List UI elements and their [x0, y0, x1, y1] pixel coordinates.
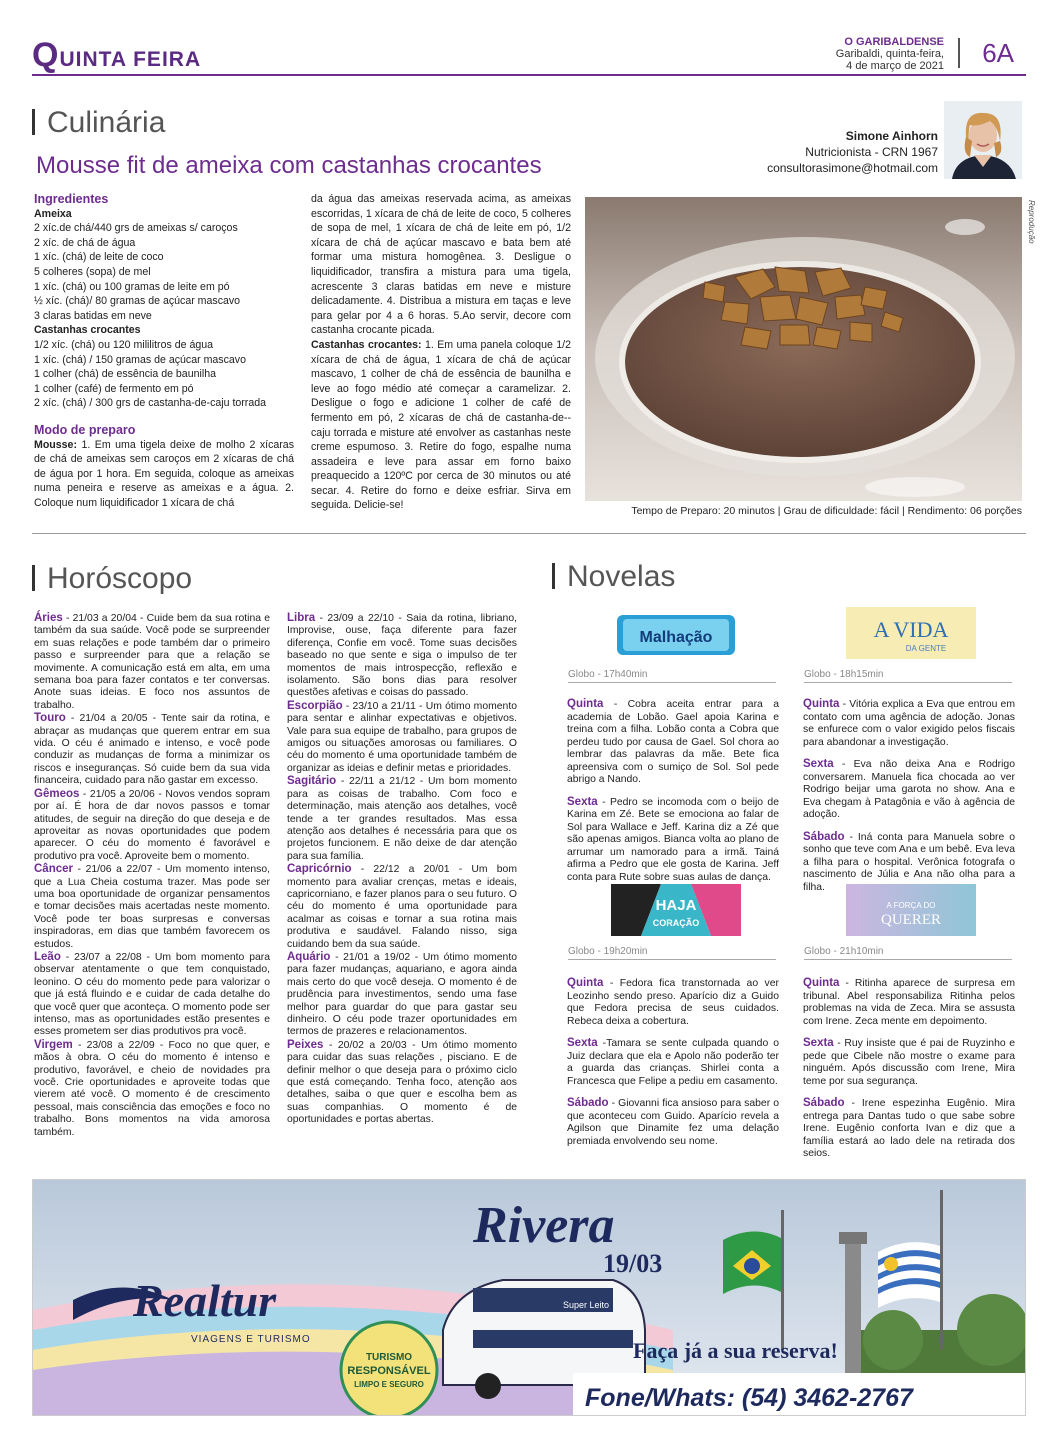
sign-name: Áries — [34, 612, 63, 624]
page-number-divider — [958, 38, 960, 68]
synopsis-entry — [803, 758, 1015, 822]
a-vida-da-gente-logo — [846, 607, 976, 659]
sign-escorpiao — [287, 700, 517, 775]
sign-name: Touro — [34, 712, 66, 725]
sign-gemeos — [34, 788, 270, 863]
novelas-heading-text: Novelas — [567, 560, 676, 593]
synopsis-day: Sexta — [567, 795, 598, 808]
synopsis-text: - Iná conta para Manuela sobre o sonho que teve com Ana e um bebê. Eva leva a filha para o hospital. Verônica fotografa o nascimento de Júlia e Ana não olha para a filha. — [803, 831, 1015, 893]
paper-info — [836, 36, 944, 72]
show-synopsis — [567, 977, 779, 1157]
synopsis-day: Sexta — [803, 1037, 834, 1049]
ingredient-item: 5 colheres (sopa) de mel — [34, 265, 151, 278]
forca-logo-text: A FORÇA DO — [886, 901, 936, 910]
ingredient-item: 3 claras batidas em neve — [34, 309, 152, 322]
sign-sagitario — [287, 775, 517, 863]
section-title — [32, 36, 201, 75]
ad-brand-sub: VIAGENS E TURISMO — [191, 1334, 311, 1345]
sign-text: - 23/09 a 22/10 - Saia da rotina, libriano, Improvise, ouse, faça diferente para fazer diferença, Confie em você. Tome suas decisões baseado no que sente e siga o impulso de ter momentos de mais introspecção, reflexão e isolamento. São bons dias para resolver questões afetivas e coisas do passado. — [287, 613, 517, 699]
sign-name: Virgem — [34, 1038, 73, 1051]
place-date-line1: Garibaldi, quinta-feira, — [835, 48, 944, 60]
synopsis-text: -Tamara se sente culpada quando o Juiz declara que ela e Apolo não poderão ter a guarda das crianças. Shirlei conta a Francesca que Felipe a pediu em casamento. — [567, 1038, 779, 1087]
page-number: 6A — [982, 38, 1014, 68]
author-name: Simone Ainhorn — [845, 129, 938, 143]
ingredient-item: 1 xíc. (chá) de leite de coco — [34, 251, 164, 264]
synopsis-text: - Eva não deixa Ana e Rodrigo conversarem. Manuela fica chocada ao ver Rodrigo beijar uma garota no show. Ana e Eva chegam à Patagônia e vão à agência de adoção. — [803, 759, 1015, 820]
ad-badge-l1: TURISMO — [365, 1352, 413, 1363]
synopsis-entry — [567, 977, 779, 1028]
prep-info: Tempo de Preparo: 20 minutos | Grau de dificuldade: fácil | Rendimento: 06 porções — [631, 505, 1022, 517]
show-meta: Globo - 17h40min — [568, 669, 776, 683]
show-meta: Globo - 19h20min — [568, 946, 776, 960]
malhacao-logo-text: Malhação — [639, 629, 713, 646]
ad-brand: Realtur — [133, 1275, 277, 1326]
culinaria-heading-text: Culinária — [47, 106, 166, 139]
ingredient-item: 2 xíc. de chá de água — [34, 236, 136, 249]
haja-logo-text: HAJA — [655, 897, 697, 914]
ad-bus-label: Super Leito — [563, 1300, 610, 1310]
sign-name: Leão — [34, 950, 61, 963]
synopsis-text: - Fedora fica transtornada ao ver Leozinho sendo preso. Aparício diz a Guido que Fedora precisa de seus cuidados. Rebeca deixa a cobertura. — [567, 978, 779, 1027]
modo-label: Mousse: — [34, 438, 77, 451]
ad-badge-l2: RESPONSÁVEL — [347, 1365, 431, 1377]
novelas-heading — [552, 560, 675, 594]
sign-name: Gêmeos — [34, 787, 80, 800]
synopsis-day: Quinta — [803, 977, 840, 989]
modo-heading: Modo de preparo — [34, 422, 136, 437]
sign-name: Capricórnio — [287, 863, 352, 876]
a-vida-logo-sub: DA GENTE — [905, 644, 947, 653]
culinaria-heading — [32, 106, 165, 140]
castanhas-heading: Castanhas crocantes — [34, 324, 141, 337]
realtur-advertisement[interactable] — [32, 1179, 1026, 1416]
ameixa-heading: Ameixa — [34, 207, 72, 220]
sign-text: - 21/03 a 20/04 - Cuide bem da sua rotina e também da sua saúde. Você pode se surpreender em suas relações e pode também dar o primeiro passo e surpreender para que a relação se movimente. A comunicação está em alta, em uma semana boa para fazer contatos e ter conversas. Anote suas ideias. E foco nos assuntos de trabalho. — [34, 613, 270, 711]
malhacao-logo — [611, 609, 741, 661]
masthead — [32, 36, 1026, 76]
sign-text: - 21/04 a 20/05 - Tente sair da rotina, e abraçar as mudanças que querem entrar em sua vida. O céu é animado e intenso, e você pode conduzir as mudanças de forma a minimizar os riscos e inseguranças. Só cuide bem da sua vida financeira, cuidado para não gastar em excesso. — [34, 713, 270, 787]
sign-text: - 21/06 a 22/07 - Um momento intenso, que a Lua Cheia costuma trazer. Mas pode ser uma boa oportunidade de organizar pensamentos e tomar decisões mais acertadas neste momento. Você pode ter boas surpresas e conversas inspiradoras, em dias que também favorecem os estudos. — [34, 864, 270, 950]
synopsis-day: Sábado — [803, 830, 845, 843]
heading-bar — [552, 563, 555, 589]
sign-name: Escorpião — [287, 699, 343, 712]
sign-text: - 21/05 a 20/06 - Novos vendos sopram por aí. É hora de dar novos passos e tomar atitudes, de seguir na direção do que deseja e de aproveitar as novas oportunidades que podem aparecer. O céu do momento é favorável e produtivo pra você. Aproveite bem o momento. — [34, 788, 270, 862]
sign-leao — [34, 951, 270, 1039]
synopsis-entry — [567, 698, 779, 787]
section-divider — [32, 533, 1026, 534]
ingredient-item: 2 xíc.de chá/440 grs de ameixas s/ caroços — [34, 222, 238, 235]
synopsis-text: - Ritinha aparece de surpresa em tribunal. Abel responsabiliza Ritinha pelos problemas na vida de Zeca. Mira se assusta com Irene. Zeca mente em depoimento. — [803, 978, 1015, 1027]
synopsis-day: Quinta — [803, 698, 840, 710]
horoscope-column-2 — [287, 612, 517, 1127]
sign-text: - 20/02 a 20/03 - Um ótimo momento para cuidar das suas relações , pisciano. E de definir melhor o que deseja para o próximo ciclo que está começando. Tenha foco, atenção aos detalhes, saiba o que quer e escolha bem as suas companhias. O momento é de oportunidades e portas abertas. — [287, 1039, 517, 1126]
ingredient-item: ½ xíc. (chá)/ 80 gramas de açúcar mascavo — [34, 295, 241, 308]
ingredient-item: 1 colher (café) de fermento em pó — [34, 382, 194, 395]
synopsis-entry — [803, 1037, 1015, 1088]
forca-logo-sub: QUERER — [881, 912, 941, 928]
sign-text: - 23/07 a 22/08 - Um bom momento para observar atentamente o que tem conquistado, leonino. O céu do momento pede para valorizar o que já está fluindo e e cuidar de cada detalhe do que você quer que aconteça. O momento pode ser intenso, mas as oportunidades estão presentes e esses prometem ser dias produtivos pra você. — [34, 951, 270, 1038]
author-box — [767, 128, 938, 176]
synopsis-day: Quinta — [567, 698, 604, 710]
synopsis-entry — [567, 796, 779, 885]
synopsis-day: Sábado — [803, 1097, 845, 1109]
ad-phone: Fone/Whats: (54) 3462-2767 — [585, 1384, 913, 1412]
sign-aries — [34, 612, 270, 712]
synopsis-day: Sexta — [567, 1037, 598, 1049]
synopsis-entry — [803, 977, 1015, 1028]
paper-name: O GARIBALDENSE — [844, 36, 944, 48]
heading-bar — [32, 109, 35, 135]
sign-peixes — [287, 1039, 517, 1127]
ingredient-item: 2 xíc. (chá) / 300 grs de castanha-de-caju torrada — [34, 397, 267, 410]
synopsis-text: - Pedro se incomoda com o beijo de Karina em Zé. Bete se emociona ao falar de Sol para Wallace e Jeff. Karina diz a Zé que são apenas amigos. Bianca volta ao plano de arrumar um namorado para a irmã. Tainá afirma a Pedro que ele gosta de Karina. Jeff conta para Rute sobre suas aulas de dança. — [567, 796, 779, 883]
ingredient-item: 1 xíc. (chá) / 150 gramas de açúcar mascavo — [34, 353, 246, 366]
synopsis-text: - Vitória explica a Eva que entrou em contato com uma agência de adoção. Jonas se enfurece com o valor exigido pelos fiscais para abandonar a investigação. — [803, 699, 1015, 748]
author-role: Nutricionista - CRN 1967 — [805, 145, 938, 159]
sign-aquario — [287, 951, 517, 1039]
synopsis-text: - Giovanni fica ansioso para saber o que aconteceu com Guido. Aparício revela a Agilson que Dinamite fez uma delação premiada envolvendo seu nome. — [567, 1098, 779, 1147]
horoscopo-heading-text: Horóscopo — [47, 562, 193, 595]
ad-destination: Rivera — [473, 1197, 615, 1254]
sign-text: - 21/01 a 19/02 - Um ótimo momento para fazer mudanças, aquariano, e agora ainda mais certo do que você deseja. O momento é de prudência para investimentos, sendo uma fase melhor para guardar do que para gastar seu dinheiro. O céu pode trazer oportunidades em termos de prazeres e relacionamentos. — [287, 951, 517, 1038]
sign-text: - 23/08 a 22/09 - Foco no que quer, e mãos à obra. O céu do momento é intenso e produtivo, favorável, e cheio de novidades pra você. Crie oportunidades e aproveite todas que vierem até você. O momento é de crescimento pessoal, mais consciência das emoções e foco no trabalho. Bons momentos na vida amorosa também. — [34, 1039, 270, 1138]
synopsis-text: - Ruy insiste que é pai de Ruyzinho e pede que Cibele não mostre o exame para ninguém. Após discussão com Irene, Mira teme por sua segurança. — [803, 1038, 1015, 1087]
haja-coracao-logo — [611, 884, 741, 936]
sign-libra — [287, 612, 517, 700]
modo-text-1 — [34, 438, 294, 511]
ad-date: 19/03 — [603, 1249, 663, 1278]
show-meta: Globo - 21h10min — [804, 946, 1012, 960]
sign-virgem — [34, 1039, 270, 1139]
sign-name: Peixes — [287, 1038, 324, 1051]
show-synopsis — [803, 977, 1015, 1170]
section-title-initial: Q — [32, 36, 60, 74]
sign-name: Câncer — [34, 863, 73, 876]
ingredient-item: 1 xíc. (chá) ou 100 gramas de leite em pó — [34, 280, 230, 293]
horoscopo-heading — [32, 562, 192, 596]
sign-cancer — [34, 863, 270, 951]
sign-name: Sagitário — [287, 775, 337, 788]
sign-name: Aquário — [287, 950, 331, 963]
castanhas-body: 1. Em uma panela coloque 1/2 xícara de chá de água, 1 xícara de chá de açúcar mascavo, 1 colher de chá de essência de baunilha e leve ao fogo médio até começar a caramelizar. 2. Desligue o fogo e adicione 1 colher de café de fermento em pó, 2 xícaras de chá de castanha-de--caju torrada e misture até envolver as castanhas neste creme espumoso. 3. Retire do fogo, espalhe numa assadeira e leve para assar em forno baixo preaquecido a 120ºC por cerca de 30 minutos ou até secar. 4. Retire do forno e deixe esfriar. Sirva em seguida. Delicie-se! — [311, 338, 571, 512]
photo-credit: Reprodução — [1027, 200, 1036, 244]
place-date-line2: 4 de março de 2021 — [846, 60, 944, 72]
section-title-rest: UINTA FEIRA — [59, 48, 202, 71]
preparo-column — [311, 192, 571, 513]
sign-text: - 23/10 a 21/11 - Um ótimo momento para sentar e alinhar expectativas e objetivos. Vale para sua equipe de trabalho, para grupos de amigos ou situações amorosas ou familiares. O céu do momento é uma oportunidade também de organizar as ideias e definir metas e prioridades. — [287, 700, 517, 774]
ad-badge-l3: LIMPO E SEGURO — [354, 1380, 424, 1389]
a-forca-do-querer-logo — [846, 884, 976, 936]
recipe-photo — [585, 197, 1022, 501]
synopsis-entry — [803, 1097, 1015, 1161]
synopsis-day: Sexta — [803, 758, 834, 770]
recipe-title: Mousse fit de ameixa com castanhas crocantes — [36, 152, 542, 179]
synopsis-day: Sábado — [567, 1097, 609, 1109]
ingredient-item: 1/2 xíc. (chá) ou 120 mililitros de água — [34, 338, 214, 351]
haja-logo-sub: CORAÇÃO — [652, 918, 700, 928]
show-synopsis — [567, 698, 779, 893]
synopsis-text: - Irene espezinha Eugênio. Mira entrega para Dantas tudo o que sabe sobre Irene. Eugênio conforta Ivan e diz que a família estará ao lado dele na retirada dos seios. — [803, 1098, 1015, 1159]
sign-capricornio — [287, 863, 517, 951]
author-email: consultorasimone@hotmail.com — [767, 161, 938, 175]
a-vida-logo-text: A VIDA — [873, 617, 949, 642]
modo-text-2: da água das ameixas reservada acima, as ameixas escorridas, 1 xícara de chá de leite de coco, 5 colheres de sopa de mel, 1 xícara de chá de leite em pó, 1/2 xícara de chá de açúcar mascavo e bata bem até formar uma mistura homogênea. 3. Desligue o liquidificador, transfira a mistura para uma tigela, acrescente 3 claras batidas em neve e misture delicadamente. 4. Distribua a mistura em taças e leve para gelar por 4 a 6 horas. 5.Ao servir, decore com castanha crocante picada. — [311, 193, 571, 337]
show-synopsis — [803, 698, 1015, 903]
synopsis-entry — [567, 1097, 779, 1148]
ad-cta: Faça já a sua reserva! — [633, 1338, 838, 1363]
synopsis-day: Quinta — [567, 977, 604, 989]
sign-text: - 22/12 a 20/01 - Um bom momento para avaliar crenças, metas e ideais, capricorniano, e fazer planos para o seu futuro. O céu do momento é uma oportunidade para acalmar as coisas e tornar a sua rotina mais produtiva e saudável. Falando nisso, siga cuidando bem da sua saúde. — [287, 864, 517, 950]
modo-body-1: 1. Em uma tigela deixe de molho 2 xícaras de chá de ameixas sem caroços em 2 xícaras de chá de água por 1 hora. Em seguida, coloque as ameixas numa peneira e reserve as ameixas e a água. 2. Coloque num liquidificador 1 xícara de chá — [34, 438, 294, 509]
horoscope-column-1 — [34, 612, 270, 1139]
show-meta: Globo - 18h15min — [804, 669, 1012, 683]
synopsis-text: - Cobra aceita entrar para a academia de Lobão. Gael apoia Karina e treina com a filha. Lobão conta a Cobra que perdeu tudo por causa de Gael. Sol chora ao lembrar das palavras da mãe. Bete fica apreensiva com o sumiço de Sol. Sol pede abrigo a Nando. — [567, 699, 779, 785]
ingredients-heading: Ingredientes — [34, 192, 109, 206]
ingredients-column — [34, 192, 294, 510]
castanhas-text — [311, 338, 571, 513]
header-rule — [32, 74, 1026, 76]
synopsis-entry — [567, 1037, 779, 1088]
castanhas-label: Castanhas crocantes: — [311, 338, 422, 351]
sign-name: Libra — [287, 612, 316, 624]
ingredient-item: 1 colher (chá) de essência de baunilha — [34, 368, 216, 381]
sign-touro — [34, 712, 270, 787]
synopsis-entry — [803, 698, 1015, 749]
heading-bar — [32, 565, 35, 591]
sign-text: - 22/11 a 21/12 - Um bom momento para as coisas de trabalho. Com foco e determinação, mais atenção aos detalhes, você tende a ter grandes resultados. Mas essa atenção aos detalhes é necessária para que os projetos funcionem. E não deixe de dar atenção para sua família. — [287, 776, 517, 862]
author-photo — [944, 101, 1022, 179]
